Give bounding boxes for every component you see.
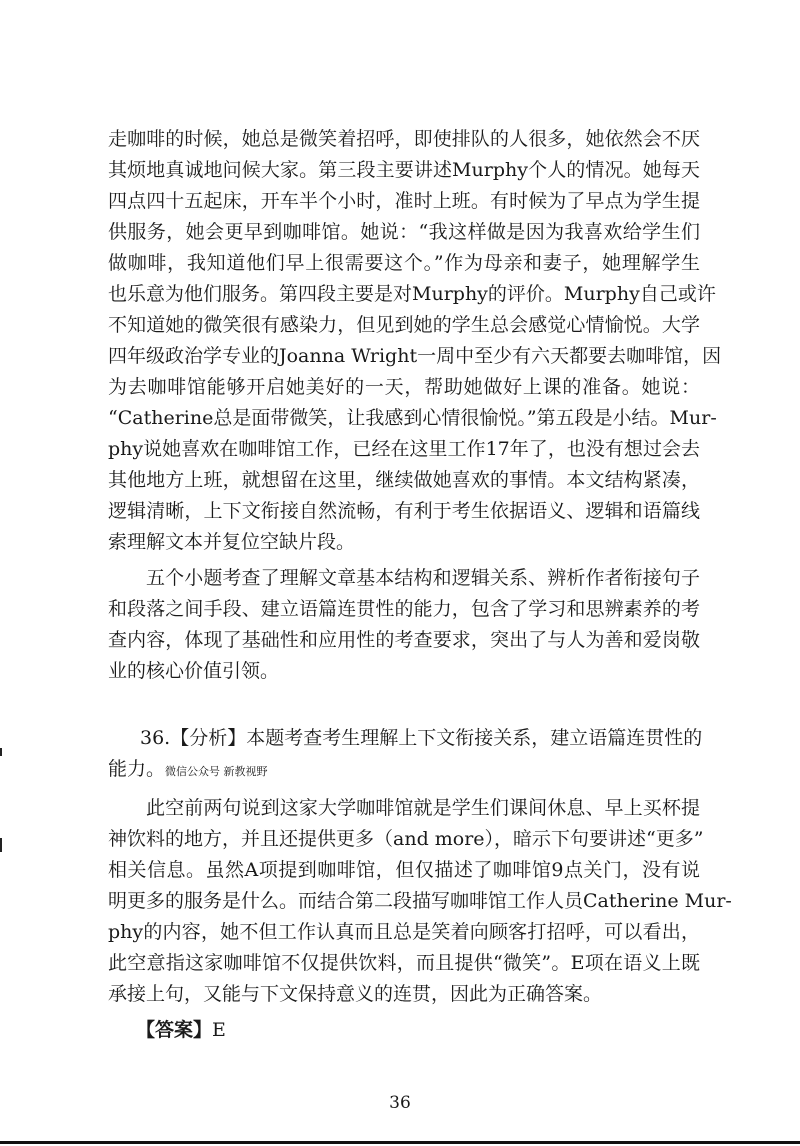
- text-line: 业的核心价值引领。: [108, 660, 280, 682]
- watermark-text: 微信公众号 新教视野: [165, 765, 268, 778]
- text-line: [108, 754, 700, 785]
- text-line: 此空意指这家咖啡馆不仅提供饮料，而且提供“微笑”。E项在语义上既: [108, 952, 700, 974]
- text-line: 查内容，体现了基础性和应用性的考查要求，突出了与人为善和爱岗敬: [108, 629, 700, 651]
- text-line: 神饮料的地方，并且还提供更多（and more），暗示下句要讲述“更多”: [108, 828, 704, 850]
- text-line: 四点四十五起床，开车半个小时，准时上班。有时候为了早点为学生提: [108, 190, 700, 212]
- text-line: 五个小题考查了理解文章基本结构和逻辑关系、辨析作者衔接句子: [146, 567, 700, 589]
- text-line: 也乐意为他们服务。第四段主要是对Murphy的评价。Murphy自己或许: [108, 283, 716, 305]
- text-line: “Catherine总是面带微笑，让我感到心情很愉悦。”第五段是小结。Mur-: [108, 407, 717, 429]
- text-line: 索理解文本并复位空缺片段。: [108, 531, 356, 553]
- text-line: 四年级政治学专业的Joanna Wright一周中至少有六天都要去咖啡馆，因: [108, 345, 722, 367]
- text-line: 其他地方上班，就想留在这里，继续做她喜欢的事情。本文结构紧凑，: [108, 469, 700, 491]
- text-line: 供服务，她会更早到咖啡馆。她说：“我这样做是因为我喜欢给学生们: [108, 221, 700, 243]
- text-line: 相关信息。虽然A项提到咖啡馆，但仅描述了咖啡馆9点关门，没有说: [108, 859, 700, 881]
- question-36-heading: [108, 723, 703, 785]
- text-line: 不知道她的微笑很有感染力，但见到她的学生总会感觉心情愉悦。大学: [108, 314, 700, 336]
- text-line: 做咖啡，我知道他们早上很需要这个。”作为母亲和妻子，她理解学生: [108, 252, 700, 274]
- scan-bottom-border: [0, 1141, 800, 1144]
- text-body: [108, 124, 732, 1046]
- answer-value: E: [212, 1019, 226, 1041]
- question-36-title: 36.【分析】本题考查考生理解上下文衔接关系，建立语篇连贯性的: [140, 727, 703, 749]
- page-number: 36: [389, 1093, 411, 1113]
- text-line: 和段落之间手段、建立语篇连贯性的能力，包含了学习和思辨素养的考: [108, 598, 700, 620]
- text-line: 走咖啡的时候，她总是微笑着招呼，即使排队的人很多，她依然会不厌: [108, 128, 700, 150]
- paragraph-3: [108, 793, 732, 1010]
- paragraph-1: [108, 124, 722, 558]
- text-line: 明更多的服务是什么。而结合第二段描写咖啡馆工作人员Catherine Mur-: [108, 890, 732, 912]
- text-line: phy说她喜欢在咖啡馆工作，已经在这里工作17年了，也没有想过会去: [108, 438, 700, 460]
- text-line: 其烦地真诚地问候大家。第三段主要讲述Murphy个人的情况。她每天: [108, 159, 700, 181]
- answer-label: 【答案】: [136, 1019, 213, 1041]
- text-line: 此空前两句说到这家大学咖啡馆就是学生们课间休息、早上买杯提: [146, 797, 700, 819]
- text-line-end: 能力。: [108, 758, 166, 780]
- text-line: 逻辑清晰，上下文衔接自然流畅，有利于考生依据语义、逻辑和语篇线: [108, 500, 700, 522]
- text-line: 承接上句，又能与下文保持意义的连贯，因此为正确答案。: [108, 983, 603, 1005]
- text-line: 为去咖啡馆能够开启她美好的一天，帮助她做好上课的准备。她说：: [108, 376, 700, 398]
- text-line: phy的内容，她不但工作认真而且总是笑着向顾客打招呼，可以看出，: [108, 921, 700, 943]
- scan-edge-mark: [0, 838, 2, 852]
- paragraph-2: [108, 563, 700, 687]
- scan-edge-mark: [0, 748, 2, 756]
- answer-line: [108, 1015, 700, 1046]
